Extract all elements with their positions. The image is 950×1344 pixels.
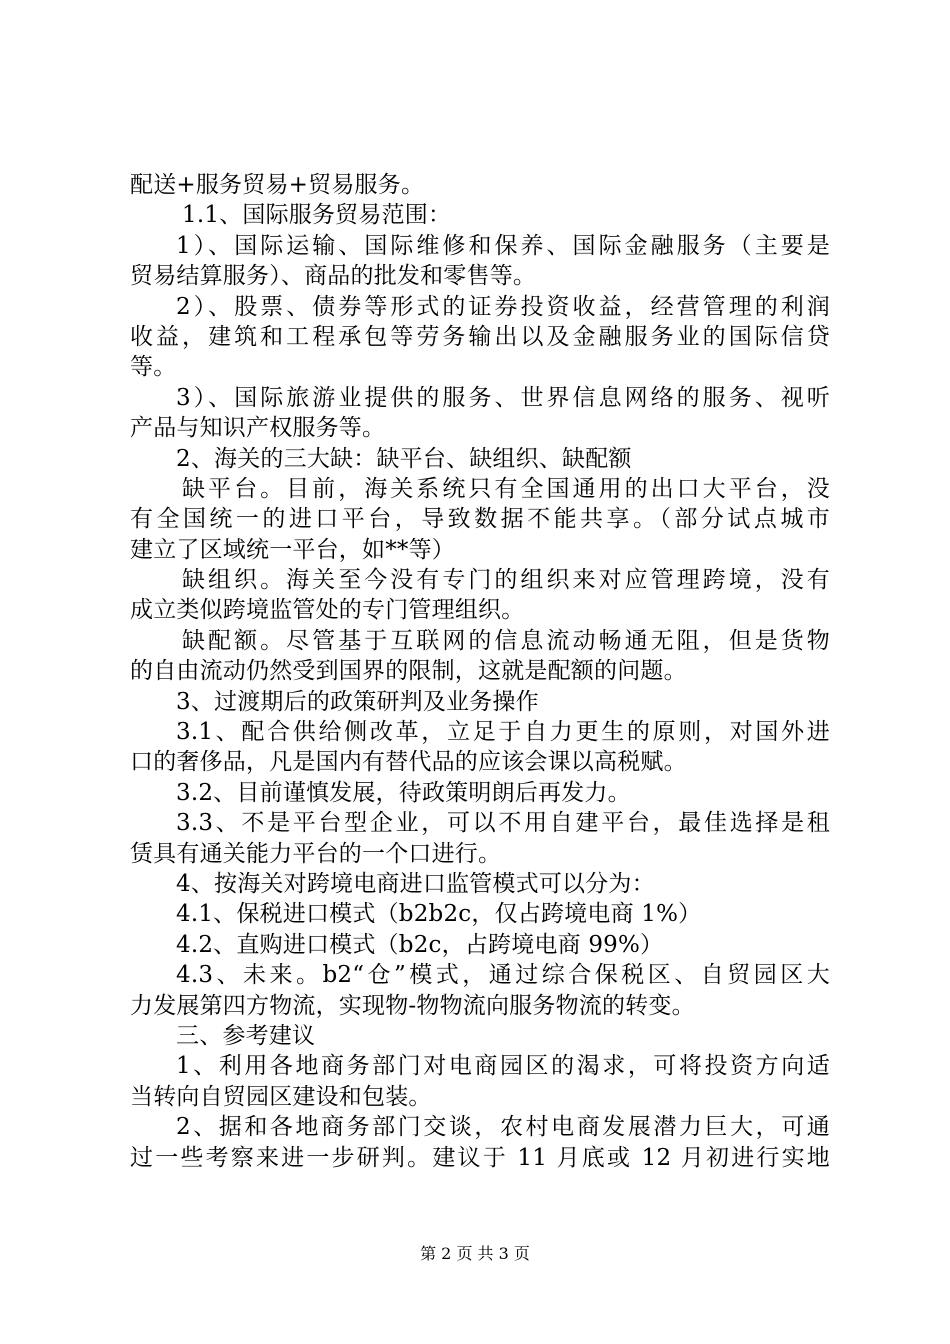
page-footer: 第 2 页 共 3 页: [420, 1244, 530, 1263]
text-line: 4、按海关对跨境电商进口监管模式可以分为：: [176, 870, 655, 897]
text-line: 1）、国际运输、国际维修和保养、国际金融服务（主要是: [176, 232, 830, 259]
text-line: 1.1、国际服务贸易范围：: [182, 202, 452, 229]
text-line: 过一些考察来进一步研判。建议于 11 月底或 12 月初进行实地: [130, 1144, 830, 1171]
text-line: 收益，建筑和工程承包等劳务输出以及金融服务业的国际信贷: [130, 323, 830, 350]
text-line: 口的奢侈品，凡是国内有替代品的应该会课以高税赋。: [130, 749, 687, 776]
text-line: 1、利用各地商务部门对电商园区的渴求，可将投资方向适: [176, 1053, 830, 1080]
text-line: 等。: [130, 354, 177, 381]
text-line: 当转向自贸园区建设和包装。: [130, 1083, 432, 1110]
text-line: 3.1、配合供给侧改革，立足于自力更生的原则，对国外进: [176, 719, 830, 746]
text-line: 4.1、保税进口模式（b2b2c，仅占跨境电商 1%）: [176, 901, 702, 928]
text-line: 4.2、直购进口模式（b2c，占跨境电商 99%）: [176, 931, 664, 958]
text-line: 赁具有通关能力平台的一个口进行。: [130, 840, 502, 867]
text-line: 成立类似跨境监管处的专门管理组织。: [130, 597, 525, 624]
text-line: 2、据和各地商务部门交谈，农村电商发展潜力巨大，可通: [176, 1114, 830, 1141]
text-line: 2）、股票、债券等形式的证券投资收益，经营管理的利润: [176, 293, 830, 320]
text-line: 缺平台。目前，海关系统只有全国通用的出口大平台，没: [182, 475, 830, 502]
document-body: [130, 170, 830, 1173]
text-line: 有全国统一的进口平台，导致数据不能共享。（部分试点城市: [130, 506, 830, 533]
text-line: 3）、国际旅游业提供的服务、世界信息网络的服务、视听: [176, 384, 830, 411]
text-line: 3、过渡期后的政策研判及业务操作: [176, 688, 539, 715]
text-line: 力发展第四方物流，实现物-物物流向服务物流的转变。: [130, 992, 695, 1019]
text-line: 的自由流动仍然受到国界的限制，这就是配额的问题。: [130, 658, 687, 685]
text-line: 贸易结算服务）、商品的批发和零售等。: [130, 263, 537, 290]
text-line: 缺组织。海关至今没有专门的组织来对应管理跨境，没有: [182, 567, 830, 594]
text-line: 建立了区域统一平台，如**等）: [130, 536, 455, 563]
text-line: 3.3、不是平台型企业，可以不用自建平台，最佳选择是租: [176, 810, 830, 837]
text-line: 3.2、目前谨慎发展，待政策明朗后再发力。: [176, 779, 631, 806]
text-line: 配送+服务贸易+贸易服务。: [130, 172, 425, 198]
text-line: 2、海关的三大缺：缺平台、缺组织、缺配额: [176, 445, 632, 472]
text-line: 4.3、未来。b2“仓”模式，通过综合保税区、自贸园区大: [176, 962, 830, 989]
text-line: 缺配额。尽管基于互联网的信息流动畅通无阻，但是货物: [182, 627, 830, 654]
text-line: 产品与知识产权服务等。: [130, 415, 386, 442]
text-line: 三、参考建议: [176, 1022, 316, 1049]
